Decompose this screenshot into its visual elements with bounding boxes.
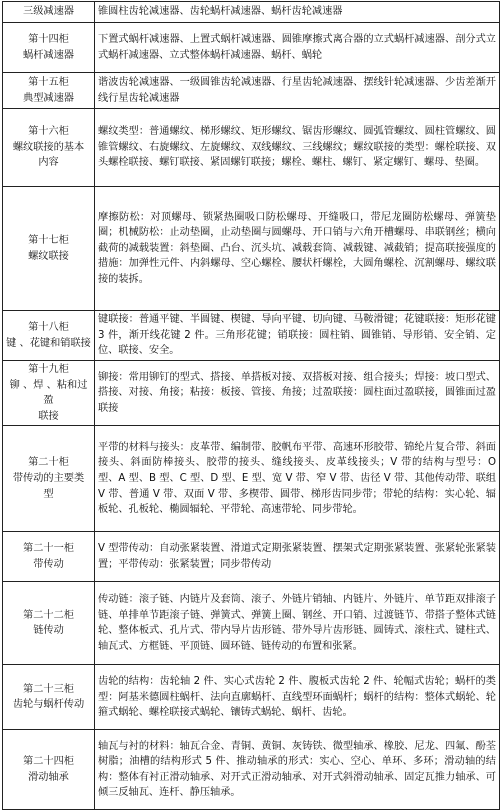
table-row	[3, 73, 500, 109]
cabinet-name-cell: 第二十四柜 滑动轴承	[3, 730, 95, 810]
cabinet-name-cell: 三级减速器	[3, 2, 95, 23]
content-cell: 键联接：普通平键、半圆键、楔键、导向平键、切向键、马鞍滑键；花键联接：矩形花键 3 件，渐开线花键 2 件。三角形花键；销联接：圆柱销、圆锥销、导形销、安全销、定位、联接、安全。	[95, 311, 500, 361]
cabinet-content-table	[2, 1, 500, 810]
cabinet-name-cell: 第十五柜 典型减速器	[3, 73, 95, 109]
content-cell: 轴瓦与衬的材料：轴瓦合金、青铜、黄铜、灰铸铁、微型轴承、橡胶、尼龙、四氟、酚荃树脂；油槽的结构形式 5 件、推动轴承的形式：实心、空心、单环、多环；滑动轴的结构：整体有衬正滑动轴承、对开式正滑动轴承、对开式斜滑动轴承、固定瓦推力轴承、可倾三反轴瓦、连杆、静压轴承。	[95, 730, 500, 810]
cabinet-name-cell: 第十七柜 螺纹联接	[3, 187, 95, 311]
table-row	[3, 187, 500, 311]
cabinet-name-cell: 第二十二柜 链传动	[3, 582, 95, 665]
cabinet-name-cell: 第二十三柜 齿轮与蜗杆传动	[3, 665, 95, 730]
table-row	[3, 2, 500, 23]
table-row	[3, 361, 500, 426]
content-cell: 传动链：滚子链、内链片及套筒、滚子、外链片销轴、内链片、外链片、单节距双排滚子链、单排单节距滚子链、弹簧式、弹簧上圈、钢丝、开口销、过渡链节、带搭子整体式链轮、整体板式、孔片式、带内导片齿形链、带外导片齿形链、圆铸式、滚柱式、键柱式、轴瓦式、方框链、平顶链、圆环链、链传动的布置和张紧。	[95, 582, 500, 665]
table-row	[3, 730, 500, 810]
table-row	[3, 532, 500, 582]
content-cell: V 型带传动：自动张紧装置、滑道式定期张紧装置、摆架式定期张紧装置、张紧轮张紧装置；平带传动：张紧装置；同步带传动	[95, 532, 500, 582]
content-cell: 谐波齿轮减速器、一级圆锥齿轮减速器、行星齿轮减速器、摆线针轮减速器、少齿差渐开线行星齿轮减速器	[95, 73, 500, 109]
table-row	[3, 109, 500, 187]
cabinet-name-cell: 第十九柜 铆 、焊 、粘和过盈 联接	[3, 361, 95, 426]
content-cell: 摩擦防松：对顶螺母、锁紧热圈吸口防松螺母、开缝吸口，带尼龙圈防松螺母、弹簧垫圈；机械防松：止动垫圈，止动垫圈与圆螺母、开口销与六角开槽螺母、串联钢丝；横向截荷的减载装置：斜垫圈、凸台、沉头坑、减载套筒、减载键、减截销；提高联接强度的措施：加弹性元件、内斜螺母、空心螺栓、腰状杆螺栓，大圆角螺栓、沉割螺母、螺纹联接的装拆。	[95, 187, 500, 311]
table-row	[3, 311, 500, 361]
table-row	[3, 426, 500, 532]
content-cell: 下置式蜗杆减速器、上置式蜗杆减速器、圆锥摩擦式离合器的立式蜗杆减速器、剖分式立式蜗杆减速器、立式整体蜗杆减速器、蜗杆、蜗轮	[95, 23, 500, 73]
table-row	[3, 23, 500, 73]
cabinet-name-cell: 第十八柜 键 、花键和销联接	[3, 311, 95, 361]
cabinet-name-cell: 第二十柜 带传动的主要类 型	[3, 426, 95, 532]
content-cell: 平带的材料与接头：皮革带、编制带、胶帆布平带、高速环形胶带、锦纶片复合带、斜面接头、斜面防棒接头、胶带的接头、缝线接头、皮革线接头；V 带的结构与型号：O 型、A 型、B 型、C 型、D 型、E 型、宽 V 带、窄 V 带、齿径 V 带、其他传动带、联组 V 带、普通 V 带、双面 V 带、多楔带、圆带、梯形齿同步带；带轮的结构：实心轮、辐板轮、孔板轮、椭圆辐轮、平带轮、高速带轮、同步带轮。	[95, 426, 500, 532]
table-row	[3, 582, 500, 665]
content-cell: 锥圆柱齿轮减速器、齿轮蜗杆减速器、蜗杆齿轮减速器	[95, 2, 500, 23]
content-cell: 齿轮的结构：齿轮轴 2 件、实心式齿轮 2 件、腹板式齿轮 2 件、轮幅式齿轮；蜗杆的类型：阿基米德圆柱蜗杆、法向直廓蜗杆、直线型环面蜗杆；蜗杆的结构：整体式蜗轮、轮箍式蜗轮、螺栓联接式蜗轮、镶铸式蜗轮、蜗杆、齿轮。	[95, 665, 500, 730]
content-cell: 螺纹类型：普通螺纹、梯形螺纹、矩形螺纹、锯齿形螺纹、圆弧管螺纹、圆柱管螺纹、圆锥管螺纹、右旋螺纹、左旋螺纹、双线螺纹、三线螺纹；螺纹联接的类型：螺栓联接、双头螺栓联接、螺钉联接、紧固螺钉联接；螺栓、螺柱、螺钉、紧定螺钉、螺母、垫圈。	[95, 109, 500, 187]
cabinet-name-cell: 第二十一柜 带传动	[3, 532, 95, 582]
table-row	[3, 665, 500, 730]
cabinet-name-cell: 第十四柜 蜗杆减速器	[3, 23, 95, 73]
content-cell: 铆接：常用铆钉的型式、搭接、单搭板对接、双搭板对接、组合接头；焊接：坡口型式、搭接、对接、角接；粘接：板接、管接、角接；过盈联接：圆柱面过盈联接，圆锥面过盈联接	[95, 361, 500, 426]
cabinet-name-cell: 第十六柜 螺纹联接的基本 内容	[3, 109, 95, 187]
